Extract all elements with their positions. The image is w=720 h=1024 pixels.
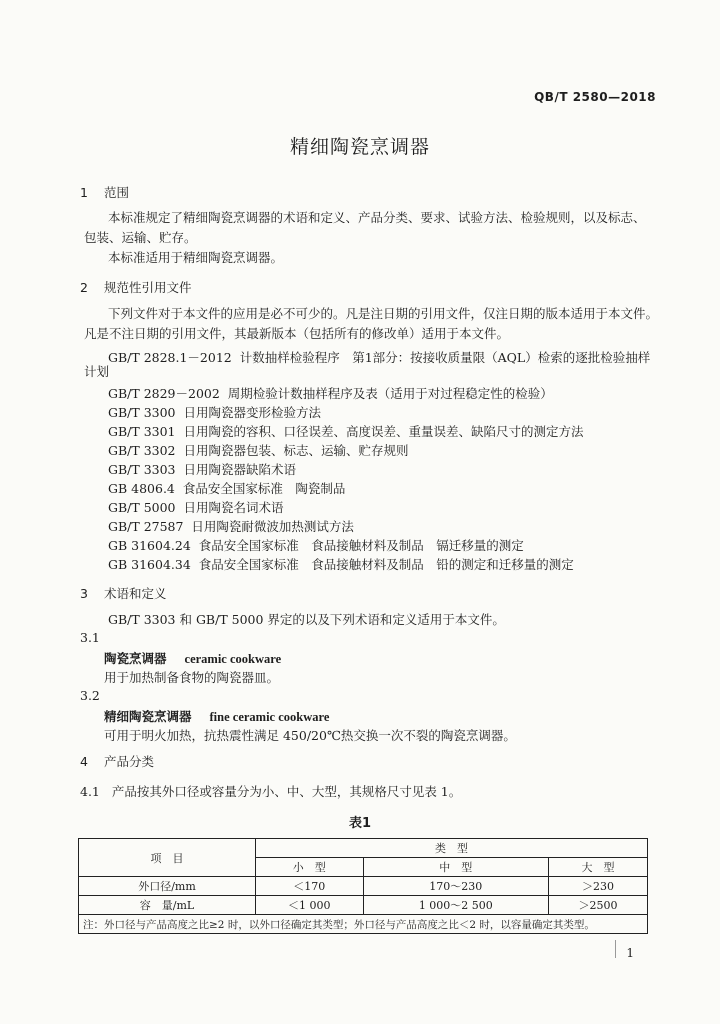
reference-item <box>108 422 583 440</box>
row-label: 外口径/mm <box>79 877 256 896</box>
table-note: 注：外口径与产品高度之比≥2 时，以外口径确定其类型；外口径与产品高度之比＜2 时，以容量确定其类型。 <box>79 915 648 934</box>
margin-mark <box>615 940 616 958</box>
clause-text: 产品按其外口径或容量分为小、中、大型，其规格尺寸见表 1。 <box>111 784 462 799</box>
reference-title: 日用陶瓷器包装、标志、运输、贮存规则 <box>183 443 409 458</box>
term-number: 3.1 <box>80 630 100 645</box>
reference-code: GB/T 27587 <box>108 519 184 534</box>
reference-title: 周期检验计数抽样程序及表（适用于对过程稳定性的检验） <box>227 386 553 401</box>
section-title: 产品分类 <box>104 754 155 769</box>
reference-title: 食品安全国家标准 食品接触材料及制品 铅的测定和迁移量的测定 <box>198 557 574 572</box>
document-title: 精细陶瓷烹调器 <box>289 136 430 158</box>
table-cell: ＞2500 <box>549 896 648 915</box>
table-header-col: 中 型 <box>363 858 548 877</box>
section-heading-normative-references <box>80 278 192 296</box>
term-en: ceramic cookware <box>184 652 282 666</box>
reference-title: 食品安全国家标准 食品接触材料及制品 镉迁移量的测定 <box>198 538 524 553</box>
paragraph-line: 凡是不注日期的引用文件，其最新版本（包括所有的修改单）适用于本文件。 <box>84 326 510 341</box>
section-number: 4 <box>80 754 88 769</box>
paragraph-line: 本标准规定了精细陶瓷烹调器的术语和定义、产品分类、要求、试验方法、检验规则，以及标志、 <box>108 210 646 225</box>
reference-wrap: 计划 <box>84 364 110 379</box>
reference-item <box>108 441 408 459</box>
reference-code: GB 4806.4 <box>108 481 175 496</box>
paragraph-line: 包装、运输、贮存。 <box>84 230 197 245</box>
table-header-col: 小 型 <box>256 858 364 877</box>
section-title: 规范性引用文件 <box>104 280 192 295</box>
reference-item <box>108 479 345 497</box>
reference-item <box>108 460 296 478</box>
term-definition: 用于加热制备食物的陶瓷器皿。 <box>104 670 280 685</box>
section-heading-terms-definitions <box>80 584 167 602</box>
reference-code: GB/T 2828.1－2012 <box>108 350 232 365</box>
table-cell: ＜1 000 <box>256 896 364 915</box>
row-label: 容 量/mL <box>79 896 256 915</box>
table-header-col: 大 型 <box>549 858 648 877</box>
reference-code: GB/T 5000 <box>108 500 176 515</box>
reference-code: GB/T 3302 <box>108 443 176 458</box>
table-row <box>79 877 648 896</box>
table-header-group: 类 型 <box>256 839 648 858</box>
section-title: 范围 <box>104 185 130 200</box>
term-zh: 精细陶瓷烹调器 <box>104 709 192 724</box>
reference-title: 日用陶瓷名词术语 <box>183 500 284 515</box>
reference-title: 日用陶瓷器缺陷术语 <box>183 462 296 477</box>
term-zh: 陶瓷烹调器 <box>104 651 167 666</box>
table-cell: ＜170 <box>256 877 364 896</box>
reference-code: GB/T 3303 <box>108 462 176 477</box>
section-heading-scope <box>80 183 129 201</box>
reference-item <box>108 517 354 535</box>
reference-title: 日用陶瓷的容积、口径误差、高度误差、重量误差、缺陷尺寸的测定方法 <box>183 424 584 439</box>
paragraph-line: 下列文件对于本文件的应用是必不可少的。凡是注日期的引用文件，仅注日期的版本适用于本文件。 <box>108 306 659 321</box>
table-caption: 表1 <box>348 816 372 831</box>
section-heading-classification <box>80 752 154 770</box>
reference-title: 食品安全国家标准 陶瓷制品 <box>182 481 346 496</box>
paragraph: GB/T 3303 和 GB/T 5000 界定的以及下列术语和定义适用于本文件。 <box>108 612 505 627</box>
reference-code: GB 31604.34 <box>108 557 191 572</box>
table-cell: 1 000～2 500 <box>363 896 548 915</box>
section-number: 1 <box>80 185 88 200</box>
clause-number: 4.1 <box>80 784 100 799</box>
reference-code: GB/T 3301 <box>108 424 176 439</box>
reference-item <box>108 384 553 402</box>
table-cell: 170～230 <box>363 877 548 896</box>
reference-item <box>108 403 321 421</box>
clause <box>80 782 461 800</box>
page-number: 1 <box>626 946 634 960</box>
term-heading <box>104 649 281 667</box>
reference-item <box>108 555 574 573</box>
table-row <box>79 896 648 915</box>
reference-code: GB 31604.24 <box>108 538 191 553</box>
section-title: 术语和定义 <box>104 586 167 601</box>
term-en: fine ceramic cookware <box>209 710 330 724</box>
table-cell: ＞230 <box>549 877 648 896</box>
term-number: 3.2 <box>80 688 100 703</box>
reference-title: 计数抽样检验程序 第1部分：按接收质量限（AQL）检索的逐批检验抽样 <box>239 350 651 365</box>
reference-code: GB/T 3300 <box>108 405 176 420</box>
paragraph: 本标准适用于精细陶瓷烹调器。 <box>108 250 284 265</box>
reference-code: GB/T 2829－2002 <box>108 386 220 401</box>
table-header-item: 项 目 <box>79 839 256 877</box>
standard-code: QB/T 2580—2018 <box>534 90 656 104</box>
reference-item <box>108 536 524 554</box>
spec-table <box>78 838 648 934</box>
section-number: 3 <box>80 586 88 601</box>
reference-title: 日用陶瓷器变形检验方法 <box>183 405 321 420</box>
reference-item <box>108 498 283 516</box>
reference-title: 日用陶瓷耐微波加热测试方法 <box>191 519 354 534</box>
term-heading <box>104 707 329 725</box>
section-number: 2 <box>80 280 88 295</box>
term-definition: 可用于明火加热，抗热震性满足 450/20℃热交换一次不裂的陶瓷烹调器。 <box>104 728 516 743</box>
